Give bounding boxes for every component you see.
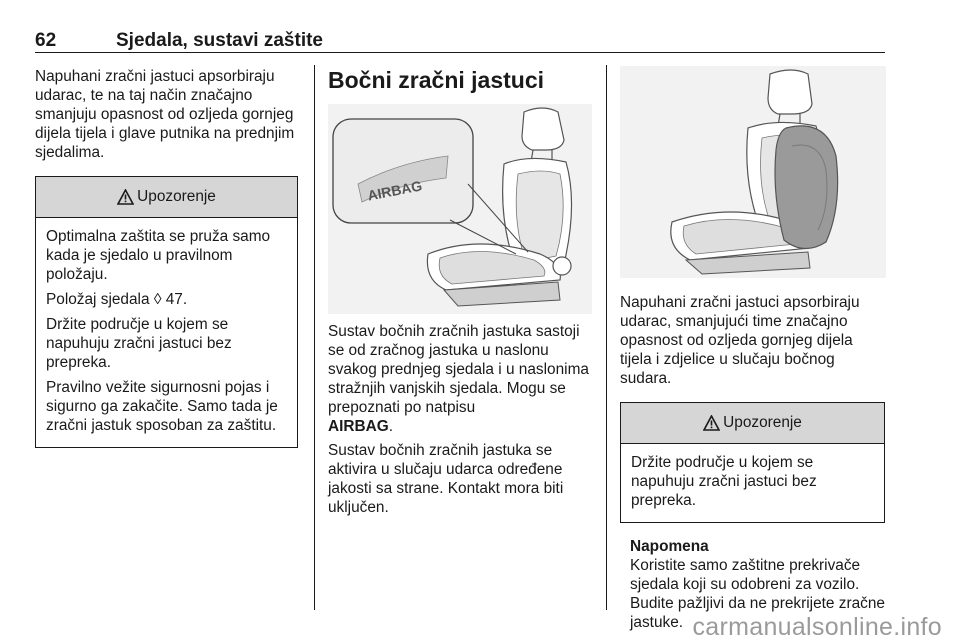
warning-text-2 [46,290,287,309]
page-reference-icon: ◊ [153,291,162,308]
note-title: Napomena [630,538,709,555]
section-title: Sjedala, sustavi zaštite [116,30,323,51]
side-airbag-activation: Sustav bočnih zračnih jastuka se aktivira u slučaju udarca određene jakosti sa strane. Kontakt mora biti uključen. [328,442,564,516]
seat-position-text: Položaj sjedala [46,291,150,308]
warning-box-2 [620,402,885,523]
column-divider-1 [314,65,315,610]
warning-body [36,218,297,447]
warning-box [35,176,298,448]
warning-body-2 [621,444,884,522]
page-number: 62 [35,30,57,51]
warning-header-2 [621,403,884,444]
inflated-side-airbag-illustration [620,66,886,278]
seat-airbag-label-illustration [328,104,592,314]
warning-triangle-icon [117,189,134,205]
side-airbag-text: Sustav bočnih zračnih jastuka sastoji se od zračnog jastuka u naslonu svakog prednjeg sjedala i u naslonima stražnjih vanjskih sjedala. Mogu se prepoznati po natpisu [328,323,589,416]
airbag-inscription: AIRBAG [328,418,389,435]
warning-header [36,177,297,218]
warning-text-4: Pravilno vežite sigurnosni pojas i sigurno ga zakačite. Samo tada je zračni jastuk sposoban za zaštitu. [46,379,278,434]
inscription-period: . [388,418,393,435]
inflated-airbag-paragraph: Napuhani zračni jastuci apsorbiraju udarac, smanjujući time značajno opasnost od ozljeda gornjeg dijela tijela i zdjelice u slučaju bočnog sudara. [620,294,860,387]
page-header [35,32,885,53]
side-airbags-heading: Bočni zračni jastuci [328,67,545,93]
note-body: Koristite samo zaštitne prekrivače sjedala koji su odobreni za vozilo. Budite pažljivi da ne prekrijete zračne jastuke. [630,557,885,631]
column-middle-text [328,322,596,517]
watermark: carmanualsonline.info [692,613,942,641]
seat-with-inflated-airbag-icon [620,66,886,278]
column-right [620,293,886,632]
warning-title: Upozorenje [137,188,216,205]
seat-with-airbag-label-icon [328,104,592,314]
warning-title-2: Upozorenje [723,414,802,431]
column-left [35,67,303,448]
warning-triangle-icon [703,415,720,431]
seat-position-page-link[interactable]: 47. [165,291,188,308]
airbag-label-text: AIRBAG [366,177,424,204]
column-middle [328,67,596,94]
warning-text-1: Optimalna zaštita se pruža samo kada je sjedalo u pravilnom položaju. [46,228,271,283]
warning-text-2-1: Držite područje u kojem se napuhuju zračni jastuci bez prepreka. [631,454,817,509]
warning-text-3: Držite područje u kojem se napuhuju zračni jastuci bez prepreka. [46,316,232,371]
side-airbag-description [328,322,596,436]
column-divider-2 [606,65,607,610]
intro-paragraph: Napuhani zračni jastuci apsorbiraju udarac, te na taj način značajno smanjuju opasnost od ozljeda gornjeg dijela tijela i glave putnika na prednjim sjedalima. [35,68,295,161]
